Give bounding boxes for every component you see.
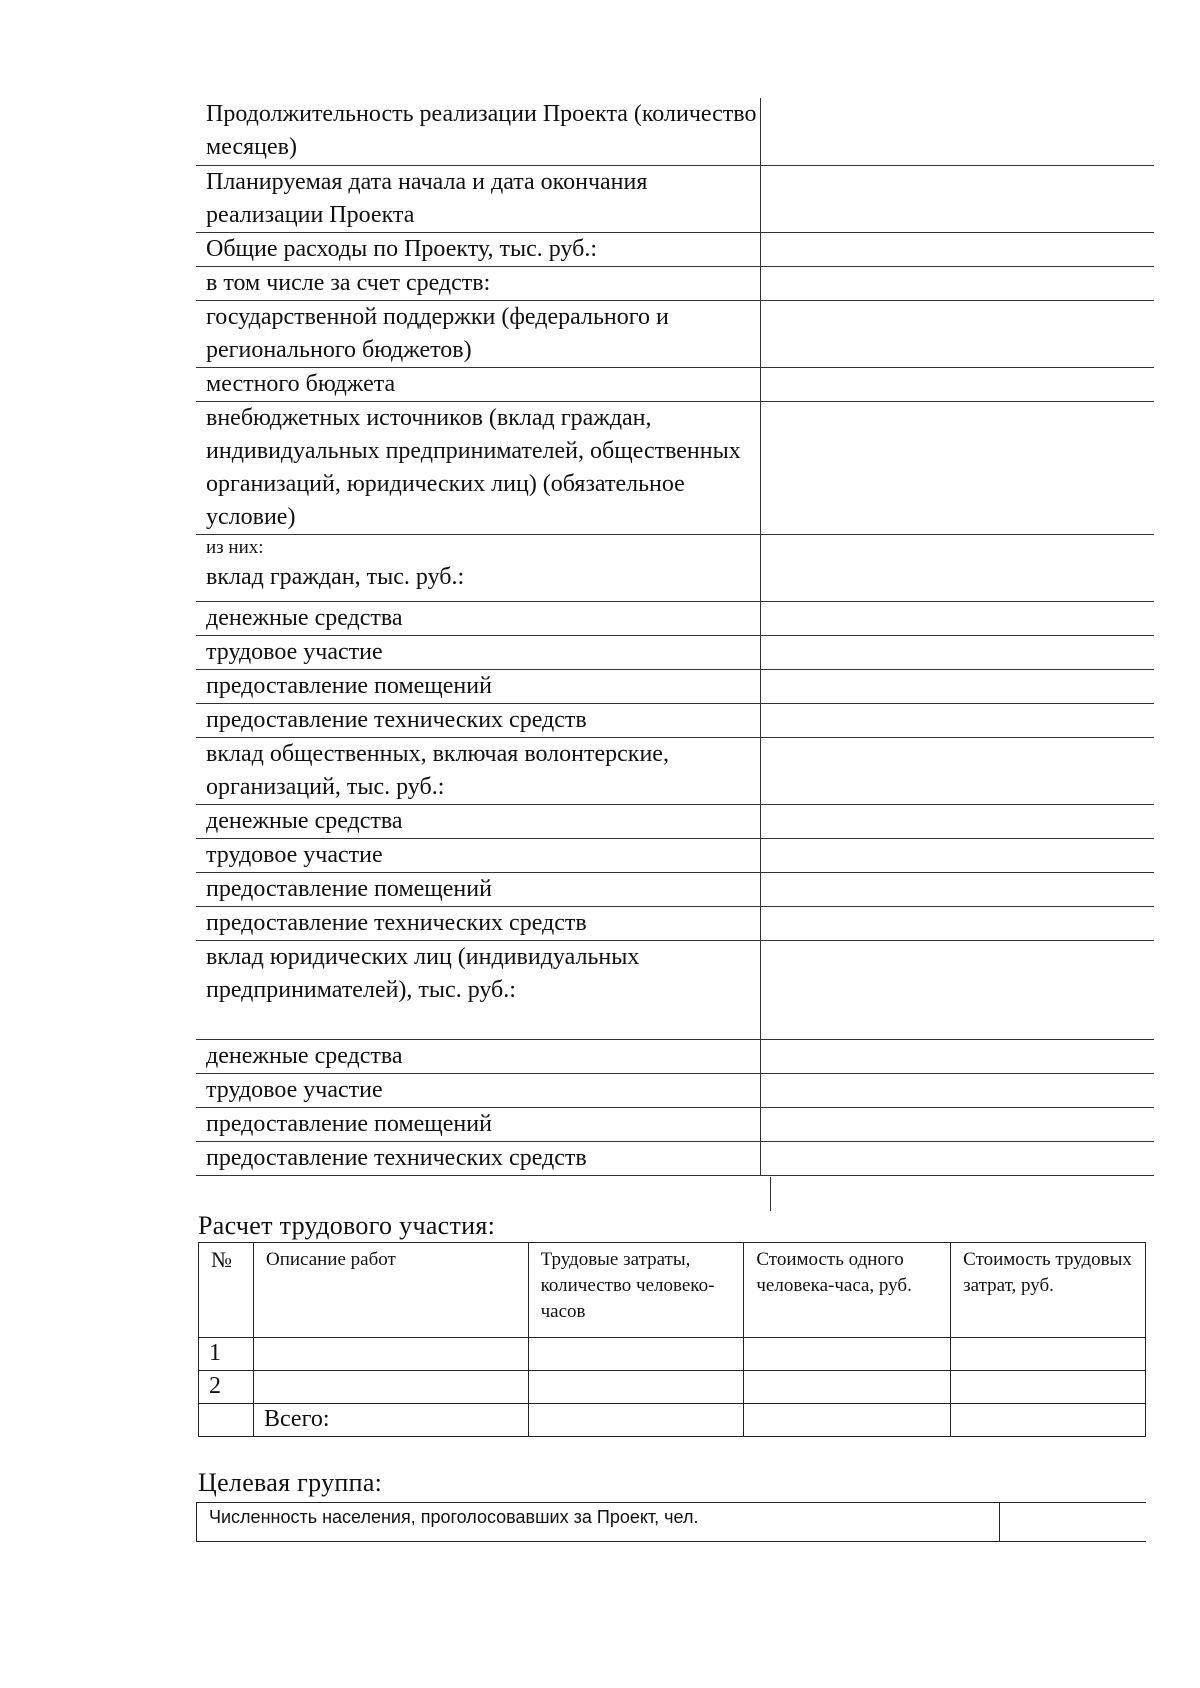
form-row — [196, 98, 1154, 165]
labour-hours-cell[interactable] — [528, 1338, 744, 1371]
form-row — [196, 737, 1154, 804]
form-row — [196, 906, 1154, 940]
row-number: 2 — [199, 1371, 254, 1404]
header-work-description: Описание работ — [253, 1243, 528, 1338]
row-label-citizens-cash: денежные средства — [196, 601, 760, 635]
table-row — [199, 1338, 1146, 1371]
total-hour-cost-cell[interactable] — [744, 1404, 951, 1437]
header-labour-hours: Трудовые затраты, количество человеко-часов — [528, 1243, 744, 1338]
row-value-extrabudgetary[interactable] — [760, 401, 1154, 534]
row-value-legal-entities[interactable] — [760, 940, 1154, 1039]
row-value-citizens-labour[interactable] — [760, 635, 1154, 669]
row-label-legal-labour: трудовое участие — [196, 1073, 760, 1107]
total-hours-cell[interactable] — [528, 1404, 744, 1437]
citizens-contribution-text: вклад граждан, тыс. руб.: — [206, 563, 465, 590]
row-label-orgs-cash: денежные средства — [196, 804, 760, 838]
hour-cost-cell[interactable] — [744, 1371, 951, 1404]
table-row — [199, 1371, 1146, 1404]
row-value-orgs-equipment[interactable] — [760, 906, 1154, 940]
form-row — [196, 703, 1154, 737]
row-value-citizens-premises[interactable] — [760, 669, 1154, 703]
row-value-including[interactable] — [760, 266, 1154, 300]
form-row — [196, 534, 1154, 601]
hour-cost-cell[interactable] — [744, 1338, 951, 1371]
form-row — [196, 872, 1154, 906]
form-row — [196, 1039, 1154, 1073]
row-value-state-support[interactable] — [760, 300, 1154, 367]
total-label: Всего: — [253, 1404, 528, 1437]
form-row — [196, 1073, 1154, 1107]
form-row — [196, 1107, 1154, 1141]
form-row — [196, 635, 1154, 669]
target-section-title: Целевая группа: — [198, 1468, 383, 1497]
total-number-cell — [199, 1404, 254, 1437]
work-description-cell[interactable] — [253, 1338, 528, 1371]
labour-hours-cell[interactable] — [528, 1371, 744, 1404]
row-value-local-budget[interactable] — [760, 367, 1154, 401]
row-label-including: в том числе за счет средств: — [196, 266, 760, 300]
row-label-total-expenses: Общие расходы по Проекту, тыс. руб.: — [196, 232, 760, 266]
form-row — [196, 165, 1154, 232]
form-row — [196, 300, 1154, 367]
row-label-legal-entities: вклад юридических лиц (индивидуальных предпринимателей), тыс. руб.: — [196, 940, 760, 1039]
form-row — [196, 401, 1154, 534]
voters-count-label: Численность населения, проголосовавших за Проект, чел. — [197, 1503, 1000, 1542]
row-value-legal-cash[interactable] — [760, 1039, 1154, 1073]
row-label-dates: Планируемая дата начала и дата окончания реализации Проекта — [196, 165, 760, 232]
form-row — [196, 1141, 1154, 1175]
row-value-legal-equipment[interactable] — [760, 1141, 1154, 1175]
row-value-citizens-contribution[interactable] — [760, 534, 1154, 601]
form-row — [196, 232, 1154, 266]
header-hour-cost: Стоимость одного человека-часа, руб. — [744, 1243, 951, 1338]
labour-table — [198, 1242, 1146, 1437]
row-value-duration[interactable] — [760, 98, 1154, 165]
row-label-citizens-equipment: предоставление технических средств — [196, 703, 760, 737]
labour-section-title: Расчет трудового участия: — [198, 1211, 496, 1240]
row-value-total-expenses[interactable] — [760, 232, 1154, 266]
row-value-orgs-cash[interactable] — [760, 804, 1154, 838]
header-labour-cost: Стоимость трудовых затрат, руб. — [951, 1243, 1146, 1338]
row-value-citizens-cash[interactable] — [760, 601, 1154, 635]
labour-cost-cell[interactable] — [951, 1371, 1146, 1404]
row-label-legal-cash: денежные средства — [196, 1039, 760, 1073]
work-description-cell[interactable] — [253, 1371, 528, 1404]
row-value-orgs-premises[interactable] — [760, 872, 1154, 906]
row-value-public-orgs[interactable] — [760, 737, 1154, 804]
column-divider-tail — [770, 1177, 771, 1211]
row-label-extrabudgetary: внебюджетных источников (вклад граждан, индивидуальных предпринимателей, общественных организаций, юридических лиц) (обязательное условие) — [196, 401, 760, 534]
row-value-legal-premises[interactable] — [760, 1107, 1154, 1141]
row-label-orgs-labour: трудовое участие — [196, 838, 760, 872]
form-row — [196, 940, 1154, 1039]
row-label-of-them — [196, 534, 760, 601]
form-row — [196, 601, 1154, 635]
labour-header-row — [199, 1243, 1146, 1338]
labour-cost-cell[interactable] — [951, 1338, 1146, 1371]
total-row — [199, 1404, 1146, 1437]
row-value-citizens-equipment[interactable] — [760, 703, 1154, 737]
row-label-orgs-premises: предоставление помещений — [196, 872, 760, 906]
row-value-legal-labour[interactable] — [760, 1073, 1154, 1107]
row-label-state-support: государственной поддержки (федерального и регионального бюджетов) — [196, 300, 760, 367]
row-label-citizens-labour: трудовое участие — [196, 635, 760, 669]
row-value-orgs-labour[interactable] — [760, 838, 1154, 872]
row-label-citizens-premises: предоставление помещений — [196, 669, 760, 703]
voters-count-value[interactable] — [1000, 1503, 1147, 1542]
of-them-text: из них: — [206, 536, 264, 558]
target-table — [196, 1502, 1146, 1542]
target-row — [197, 1503, 1147, 1542]
row-number: 1 — [199, 1338, 254, 1371]
total-cost-cell[interactable] — [951, 1404, 1146, 1437]
row-label-local-budget: местного бюджета — [196, 367, 760, 401]
row-value-dates[interactable] — [760, 165, 1154, 232]
row-label-orgs-equipment: предоставление технических средств — [196, 906, 760, 940]
row-label-public-orgs: вклад общественных, включая волонтерские, организаций, тыс. руб.: — [196, 737, 760, 804]
form-row — [196, 266, 1154, 300]
form-row — [196, 838, 1154, 872]
form-row — [196, 669, 1154, 703]
row-label-duration: Продолжительность реализации Проекта (количество месяцев) — [196, 98, 760, 165]
form-row — [196, 367, 1154, 401]
form-row — [196, 804, 1154, 838]
row-label-legal-premises: предоставление помещений — [196, 1107, 760, 1141]
row-label-legal-equipment: предоставление технических средств — [196, 1141, 760, 1175]
header-number: № — [199, 1243, 254, 1338]
project-finance-form — [196, 98, 1154, 1176]
